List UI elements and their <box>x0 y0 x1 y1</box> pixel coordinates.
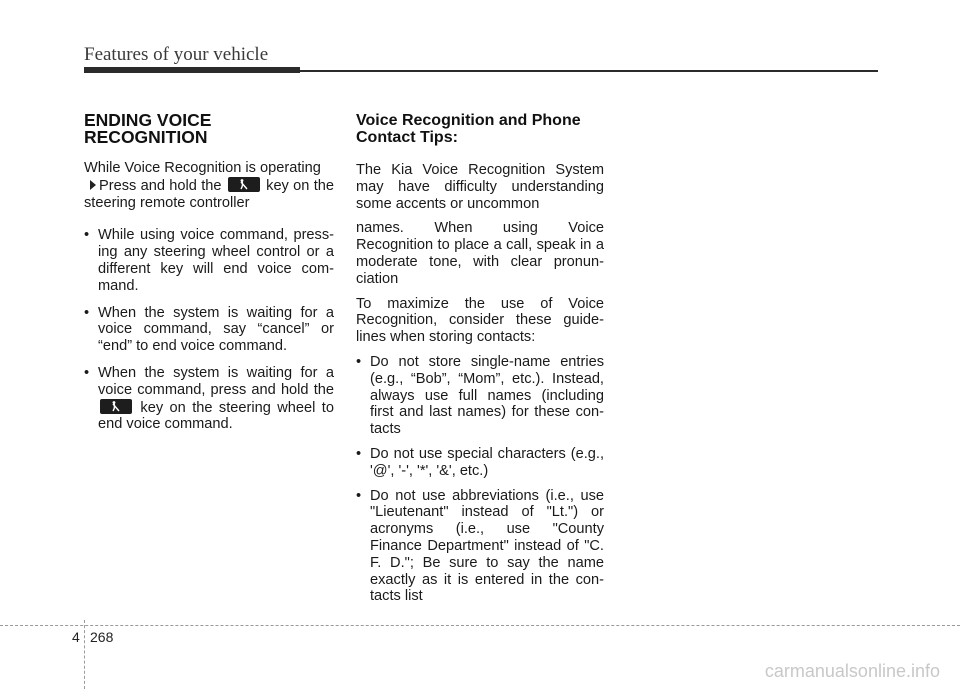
voice-talk-key-icon <box>100 399 132 414</box>
watermark: carmanualsonline.info <box>764 661 940 681</box>
page-number: 268 <box>90 629 114 645</box>
tips-paragraph-1: The Kia Voice Recognition System may have difficulty understanding some accents or uncommon <box>356 162 604 212</box>
voice-talk-key-icon <box>228 177 260 192</box>
tips-paragraph-3: To maximize the use of Voice Recognition, consider these guide-lines when storing contacts: <box>356 295 604 346</box>
tips-paragraph-2: names. When using Voice Recognition to place a call, speak in a moderate tone, with clear pronun-ciation <box>356 220 604 287</box>
section-heading-tips: Voice Recognition and Phone Contact Tips: <box>356 112 581 146</box>
intro-text: While Voice Recognition is operating <box>84 160 321 176</box>
step-text-after: key on the steering remote controller <box>84 177 335 211</box>
list-item: • While using voice command, press-ing any steering wheel control or a different key will end voice com-mand. <box>84 227 334 294</box>
list-item: • When the system is waiting for a voice command, say “cancel” or “end” to end voice command. <box>84 305 334 355</box>
list-item: • Do not use special characters (e.g., '@', '-', '*', '&', etc.) <box>356 446 604 480</box>
step-press-hold <box>84 177 334 212</box>
list-item <box>84 365 334 433</box>
footer-divider <box>84 620 85 689</box>
bullet3-text-before: When the system is waiting for a voice command, press and hold the <box>98 364 334 398</box>
step-arrow-icon <box>90 180 96 190</box>
header-title: Features of your vehicle <box>84 44 269 65</box>
list-item: • Do not use abbreviations (i.e., use "Lieutenant" instead of "Lt.") or acronyms (i.e., use "County Finance Department" instead of "C. F. D."; Be sure to say the name exactly as it is entered in the con-tacts list <box>356 488 604 606</box>
footer-rule <box>0 625 960 626</box>
chapter-number: 4 <box>72 629 80 645</box>
header-rule-thick <box>84 67 300 73</box>
list-item: • Do not store single-name entries (e.g., “Bob”, “Mom”, etc.). Instead, always use full names (including first and last names) for these con-tacts <box>356 354 604 438</box>
section-heading-ending-voice: ENDING VOICE RECOGNITION <box>84 110 212 147</box>
left-column <box>84 112 334 443</box>
right-bullet-list <box>356 354 604 605</box>
step-text-before: Press and hold the <box>99 177 222 194</box>
right-column <box>356 112 604 613</box>
bullet3-text-after: key on the steering wheel to end voice command. <box>98 399 334 433</box>
left-bullet-list <box>84 227 334 433</box>
header-rule-thin <box>300 70 878 72</box>
